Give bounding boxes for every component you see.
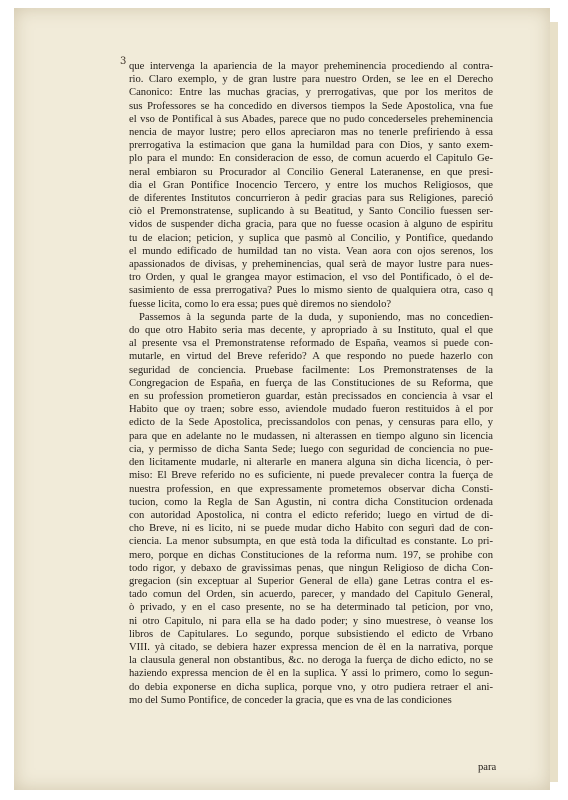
text-line: en su profession prometieron guardar, estàn precissados en conciencia à vsar el — [129, 391, 493, 403]
text-line: Congregacion de España, en fuerça de las Constituciones de su Reforma, que — [129, 377, 493, 389]
text-line: gregacion (sin exceptuar al Superior General de ella) gane Letras contra el es- — [129, 575, 493, 587]
text-line: ciencia. La menor subsumpta, en que està toda la dificultad es constante. Lo pri- — [129, 536, 493, 548]
text-line: fuesse licita, como lo era essa; pues què diremos no siendolo? — [129, 298, 392, 310]
text-line: sasimiento de essa prerrogativa? Pues lo mismo siento de qualquiera otra, caso q — [129, 285, 493, 297]
text-line: ò privado, y en el caso presente, no se ha determinado tal peticion, por vno, — [129, 602, 493, 614]
text-line: nuestra profession, en que expressamente prometemos observar dicha Consti- — [129, 483, 493, 495]
text-line: vidos de suspender dicha gracia, para que no fuesse ocasion à alguno de espiritu — [129, 219, 493, 231]
text-line: do debia exponerse en dicha suplica, porque vno, y otro pudiera retraer el ani- — [129, 681, 493, 693]
text-line: miso: El Breve referido no es suficiente, ni puede prevalecer contra la fuerça de — [129, 470, 493, 482]
text-line: seguridad de conciencia. Pruebase facilmente: Los Premonstratenses de la — [129, 364, 493, 376]
page-number: 3 — [120, 56, 127, 67]
text-line: den licitamente mudarle, ni alterarle en manera alguna sin dicha licencia, ò per- — [129, 457, 493, 469]
text-line: la clausula general non obstantibus, &c. no deroga la fuerça de dicho edicto, no se — [129, 655, 493, 667]
text-line: todo rigor, y debaxo de gravissimas penas, que ningun Religioso de dicha Con- — [129, 562, 493, 574]
catchword: para — [478, 762, 497, 773]
text-line: cho Breve, ni es licito, ni se puede mudar dicho Habito con segurì dad de con- — [129, 523, 493, 535]
text-line: prerrogativa la estimacion que gana la humildad para con Dios, y santo exem- — [129, 140, 493, 152]
text-line: edicto de la Sede Apostolica, precissandolos con penas, y censuras para ello, y — [129, 417, 493, 429]
text-line: cia, y permisso de dicha Santa Sede; luego con seguridad de conciencia no pue- — [129, 443, 493, 455]
text-line: con autoridad Apostolica, ni contra el edicto referido; luego en virtud de di- — [129, 509, 493, 521]
text-line: Passemos à la segunda parte de la duda, y suponiendo, mas no concedien- — [139, 311, 493, 323]
text-line: do que otro Habito seria mas decente, y apropriado à su Instituto, qual el que — [129, 325, 493, 337]
text-line: ciò el Premonstratense, suplicando à su Beatitud, y Santo Concilio fuessen ser- — [129, 206, 493, 218]
text-line: mutarle, en virtud del Breve referido? A que respondo no puede hazerlo con — [129, 351, 493, 363]
text-line: tro Orden, y qual le grangea mayor estimacion, el vso del Pontificado, ò el de- — [129, 272, 493, 284]
text-line: al presente vsa el Premonstratense reformado de España, veamos si puede con- — [129, 338, 493, 350]
text-line: mo del Sumo Pontifice, de conceder la gracia, que es vna de las condiciones — [129, 694, 452, 706]
text-line: tucion, como la Regla de San Agustin, ni contra dicha Constitucion ordenada — [129, 496, 493, 508]
text-line: de diferentes Institutos concurrieron à pedir gracias para sus Religiones, pareció — [129, 193, 493, 205]
text-line: plo para el mundo: En consideracion de esso, de comun acuerdo el Capitulo Ge- — [129, 153, 493, 165]
text-line: sus Professores se ha concedido en diversos tiempos la Sede Apostolica, vna fue — [129, 100, 493, 112]
text-line: nencia de mayor lustre; pero ellos apreciaron mas no tenerle prefiriendo à essa — [129, 127, 493, 139]
text-line: VIII. yà citado, se debiera hazer expressa mencion de èl en la narrativa, porque — [129, 641, 493, 653]
text-line: rio. Claro exemplo, y de gran lustre para nuestro Orden, se lee en el Derecho — [129, 74, 493, 86]
text-line: haziendo expressa mencion de èl en la suplica. Y assi lo primero, como lo segun- — [129, 668, 493, 680]
text-line: que intervenga la apariencia de la mayor preheminencia procediendo al contra- — [129, 61, 493, 72]
text-line: Canonico: Entre las muchas gracias, y prerrogativas, que por los meritos de — [129, 87, 493, 99]
text-line: el vso de Pontifical à sus Abades, parece que no pudo concederseles preheminencia — [129, 113, 493, 125]
body-text — [129, 60, 493, 707]
text-line: tado comun del Orden, sin acuerdo, parecer, y mandado del Capitulo General, — [129, 589, 493, 601]
text-line: ni otro Capitulo, ni para ella se ha dado poder; y sino muestrese, ò veanse los — [129, 615, 493, 627]
page-edge — [550, 22, 558, 782]
text-line: mero, porque en dichas Constituciones de la reforma num. 197, se prohibe con — [129, 549, 493, 561]
text-line: para que en adelante no le mudassen, ni alterassen en tiempo alguno sin licencia — [129, 430, 493, 442]
text-line: apassionados de divisas, y preheminencias, qual serà de mayor lustre para nues- — [129, 259, 493, 271]
text-line: neral embiaron su Procurador al Concilio General Lateranense, en que presi- — [129, 166, 493, 178]
text-line: dia el Gran Pontifice Inocencio Tercero, y entre los muchos Religiosos, que — [129, 179, 493, 191]
text-line: libros de Capitulares. Lo segundo, porque subsistiendo el edicto de Vrbano — [129, 628, 493, 640]
text-line: el mundo edificado de humildad tan no vista. Vean aora con ojos serenos, los — [129, 245, 493, 257]
text-line: tu de elacion; peticion, y suplica que pasmò al Concilio, y Pontifice, quedando — [129, 232, 493, 244]
text-line: Habito que oy traen; sobre esso, aviendole mudado fueron restituidos à el por — [129, 404, 493, 416]
